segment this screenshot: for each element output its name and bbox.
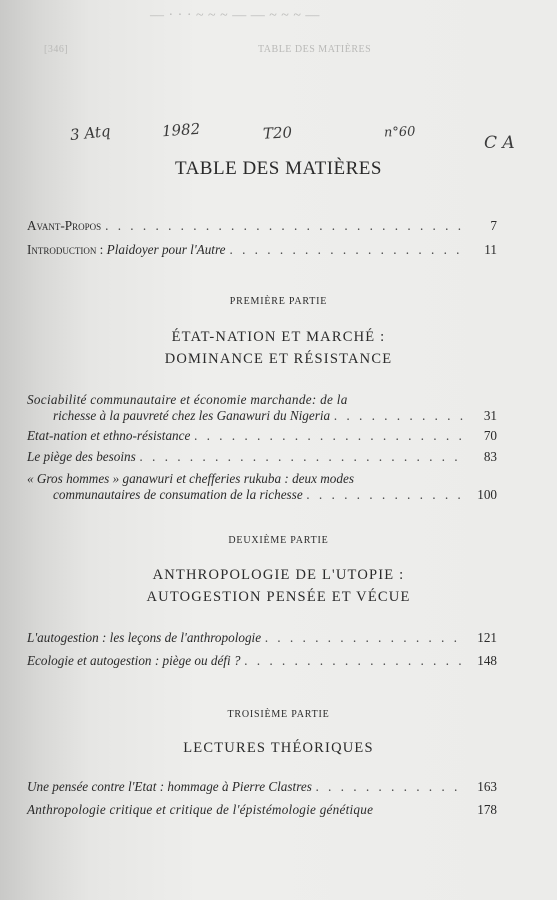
toc-entry-piege-besoins (27, 449, 497, 465)
handwritten-note-2: 1982 (161, 119, 201, 141)
part-title-line: ANTHROPOLOGIE DE L'UTOPIE : (152, 567, 405, 583)
toc-entry-label: Une pensée contre l'Etat : hommage à Pierre Clastres (27, 779, 312, 794)
toc-entry-avant-propos (27, 218, 497, 234)
part-title-line: AUTOGESTION PENSÉE ET VÉCUE (146, 589, 411, 605)
toc-entry-introduction (27, 242, 497, 258)
page-title: TABLE DES MATIÈRES (175, 158, 382, 179)
part-title-line: DOMINANCE ET RÉSISTANCE (164, 351, 393, 367)
toc-entry-label: Plaidoyer pour l'Autre (106, 242, 226, 257)
toc-page-number: 83 (483, 449, 497, 464)
leader-dots (229, 242, 467, 258)
toc-entry-etat-nation (27, 428, 497, 444)
toc-entry-prefix: Introduction : (27, 242, 104, 257)
handwritten-note-4: n°60 (383, 124, 416, 141)
part-label-3: TROISIÈME PARTIE (227, 709, 330, 720)
toc-entry-pensee-contre-etat (27, 779, 497, 795)
part-label-1: PREMIÈRE PARTIE (229, 296, 328, 307)
part-title-line: LECTURES THÉORIQUES (183, 740, 374, 756)
part-title-line: ÉTAT-NATION ET MARCHÉ : (171, 329, 386, 345)
leader-dots (140, 449, 467, 465)
toc-entry-label: Anthropologie critique et critique de l'épistémologie génétique (27, 802, 374, 817)
leader-dots (316, 779, 467, 795)
toc-entry-ecologie (27, 653, 497, 669)
part-title-1 (0, 326, 557, 370)
bleed-through-header-right: TABLE DES MATIÈRES (258, 44, 372, 55)
toc-entry-label: Etat-nation et ethno-résistance (27, 428, 191, 443)
toc-page-number: 148 (477, 653, 497, 668)
handwritten-note-1: 3 Atq (69, 121, 112, 145)
toc-entry-gros-hommes (27, 471, 497, 503)
toc-entry-sociabilite (27, 392, 497, 424)
toc-entry-label-line1: Sociabilité communautaire et économie marchande: de la (27, 392, 348, 407)
toc-entry-autogestion (27, 630, 497, 646)
part-label-2: DEUXIÈME PARTIE (228, 535, 329, 546)
toc-page-number: 178 (477, 802, 497, 817)
toc-page-number: 31 (483, 408, 497, 423)
toc-page-number: 7 (490, 218, 497, 233)
leader-dots (245, 653, 467, 669)
toc-page-number: 11 (484, 242, 497, 257)
toc-entry-label-line1: « Gros hommes » ganawuri et chefferies rukuba : deux modes (27, 471, 354, 486)
toc-page-number: 121 (477, 630, 497, 645)
handwritten-note-5: C A (484, 133, 515, 153)
leader-dots (307, 487, 467, 503)
toc-entry-label: Le piège des besoins (27, 449, 136, 464)
toc-entry-label: Ecologie et autogestion : piège ou défi ? (27, 653, 241, 668)
bleed-through-top: — · · · ~ ~ ~ — — ~ ~ ~ — (150, 8, 320, 23)
toc-page-number: 100 (477, 487, 497, 502)
toc-entry-label: Avant-Propos (27, 218, 102, 233)
part-title-2 (0, 564, 557, 608)
toc-entry-label-line2: communautaires de consumation de la richesse (53, 487, 303, 502)
leader-dots (194, 428, 467, 444)
handwritten-note-3: T20 (262, 123, 293, 143)
toc-page-number: 163 (477, 779, 497, 794)
bleed-through-header-left: [346] (44, 44, 69, 55)
leader-dots (334, 408, 467, 424)
toc-page-number: 70 (483, 428, 497, 443)
part-title-3 (0, 737, 557, 759)
toc-entry-label: L'autogestion : les leçons de l'anthropologie (27, 630, 262, 645)
leader-dots (105, 218, 467, 234)
toc-entry-anthropologie-critique (27, 802, 497, 818)
toc-entry-label-line2: richesse à la pauvreté chez les Ganawuri du Nigeria (53, 408, 331, 423)
leader-dots (265, 630, 467, 646)
